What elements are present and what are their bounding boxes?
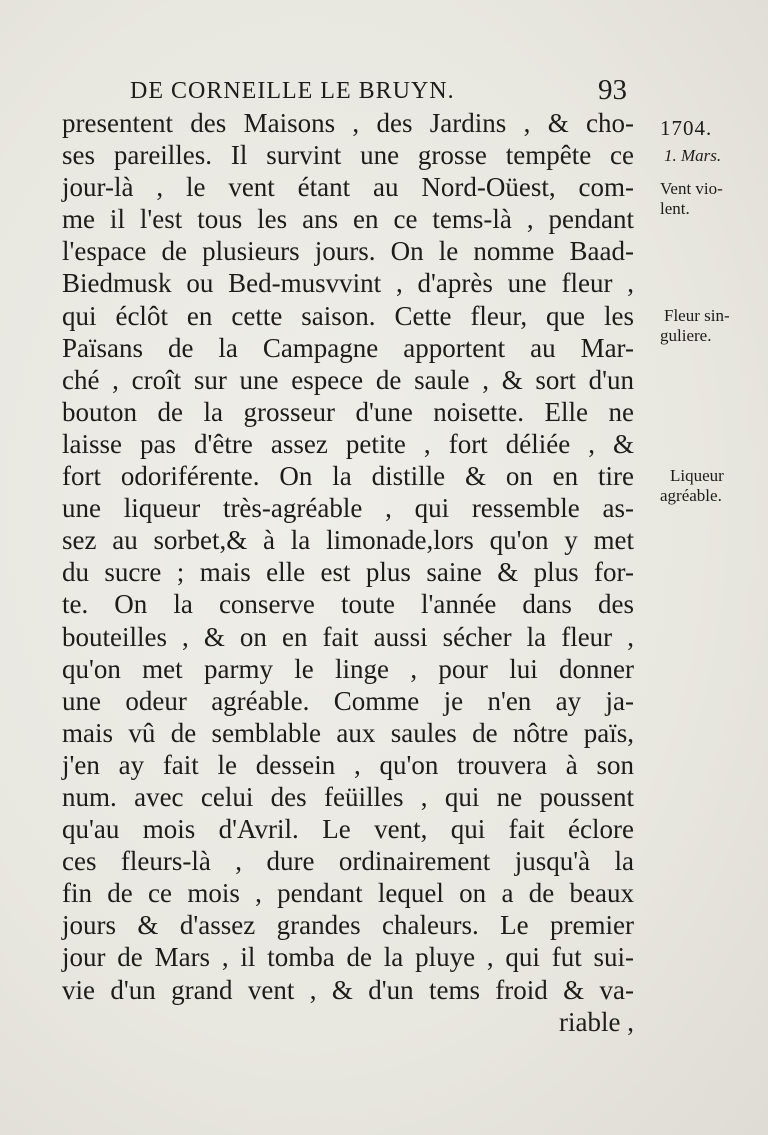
text-line: ses pareilles. Il survint une grosse tempête ce (62, 140, 634, 171)
text-line: jour-là , le vent étant au Nord-Oüest, com- (62, 172, 634, 203)
text-line: une liqueur très-agréable , qui ressemble as- (62, 493, 634, 524)
running-head: DE CORNEILLE LE BRUYN. (130, 78, 455, 104)
text-line: Païsans de la Campagne apportent au Mar- (62, 332, 634, 363)
margin-note-line: Liqueur (670, 466, 724, 485)
text-line: une odeur agréable. Comme je n'en ay ja- (62, 685, 634, 716)
margin-year: 1704. (660, 116, 713, 140)
text-line: bouton de la grosseur d'une noisette. Elle ne (62, 396, 634, 427)
margin-date: 1. Mars. (664, 146, 722, 165)
text-line: sez au sorbet,& à la limonade,lors qu'on y met (62, 525, 634, 556)
text-line: riable , (559, 1006, 634, 1037)
margin-note-line: agréable. (660, 486, 722, 505)
margin-note-line: guliere. (660, 326, 712, 345)
margin-note-line: Vent vio- (660, 179, 723, 198)
text-line: qui éclôt en cette saison. Cette fleur, que les (62, 300, 634, 331)
text-line: jours & d'assez grandes chaleurs. Le premier (62, 910, 634, 941)
text-line: te. On la conserve toute l'année dans des (62, 589, 634, 620)
text-line: ces fleurs-là , dure ordinairement jusqu'à la (62, 846, 634, 877)
text-line: vie d'un grand vent , & d'un tems froid & va- (62, 974, 634, 1005)
page-number: 93 (598, 74, 627, 106)
text-line: j'en ay fait le dessein , qu'on trouvera à son (62, 749, 634, 780)
text-line: me il l'est tous les ans en ce tems-là , pendant (62, 204, 634, 235)
text-line: ché , croît sur une espece de saule , & sort d'un (62, 364, 634, 395)
text-line: l'espace de plusieurs jours. On le nomme Baad- (62, 236, 634, 267)
text-line: mais vû de semblable aux saules de nôtre païs, (62, 717, 634, 748)
text-line: qu'au mois d'Avril. Le vent, qui fait éclore (62, 814, 634, 845)
text-line: jour de Mars , il tomba de la pluye , qui fut sui- (62, 942, 634, 973)
margin-note-line: Fleur sin- (664, 306, 730, 325)
text-line: laisse pas d'être assez petite , fort déliée , & (62, 428, 634, 459)
text-line: Biedmusk ou Bed-musvvint , d'après une fleur , (62, 268, 634, 299)
text-line: num. avec celui des feüilles , qui ne poussent (62, 781, 634, 812)
margin-note-line: lent. (660, 199, 690, 218)
body-text-block (62, 107, 642, 1038)
text-line: qu'on met parmy le linge , pour lui donner (62, 653, 634, 684)
text-line: fin de ce mois , pendant lequel on a de beaux (62, 878, 634, 909)
text-line: du sucre ; mais elle est plus saine & plus for- (62, 557, 634, 588)
text-line: presentent des Maisons , des Jardins , & cho- (62, 108, 634, 138)
text-line: bouteilles , & on en fait aussi sécher la fleur , (62, 621, 634, 652)
text-line: fort odoriférente. On la distille & on en tire (62, 461, 634, 492)
